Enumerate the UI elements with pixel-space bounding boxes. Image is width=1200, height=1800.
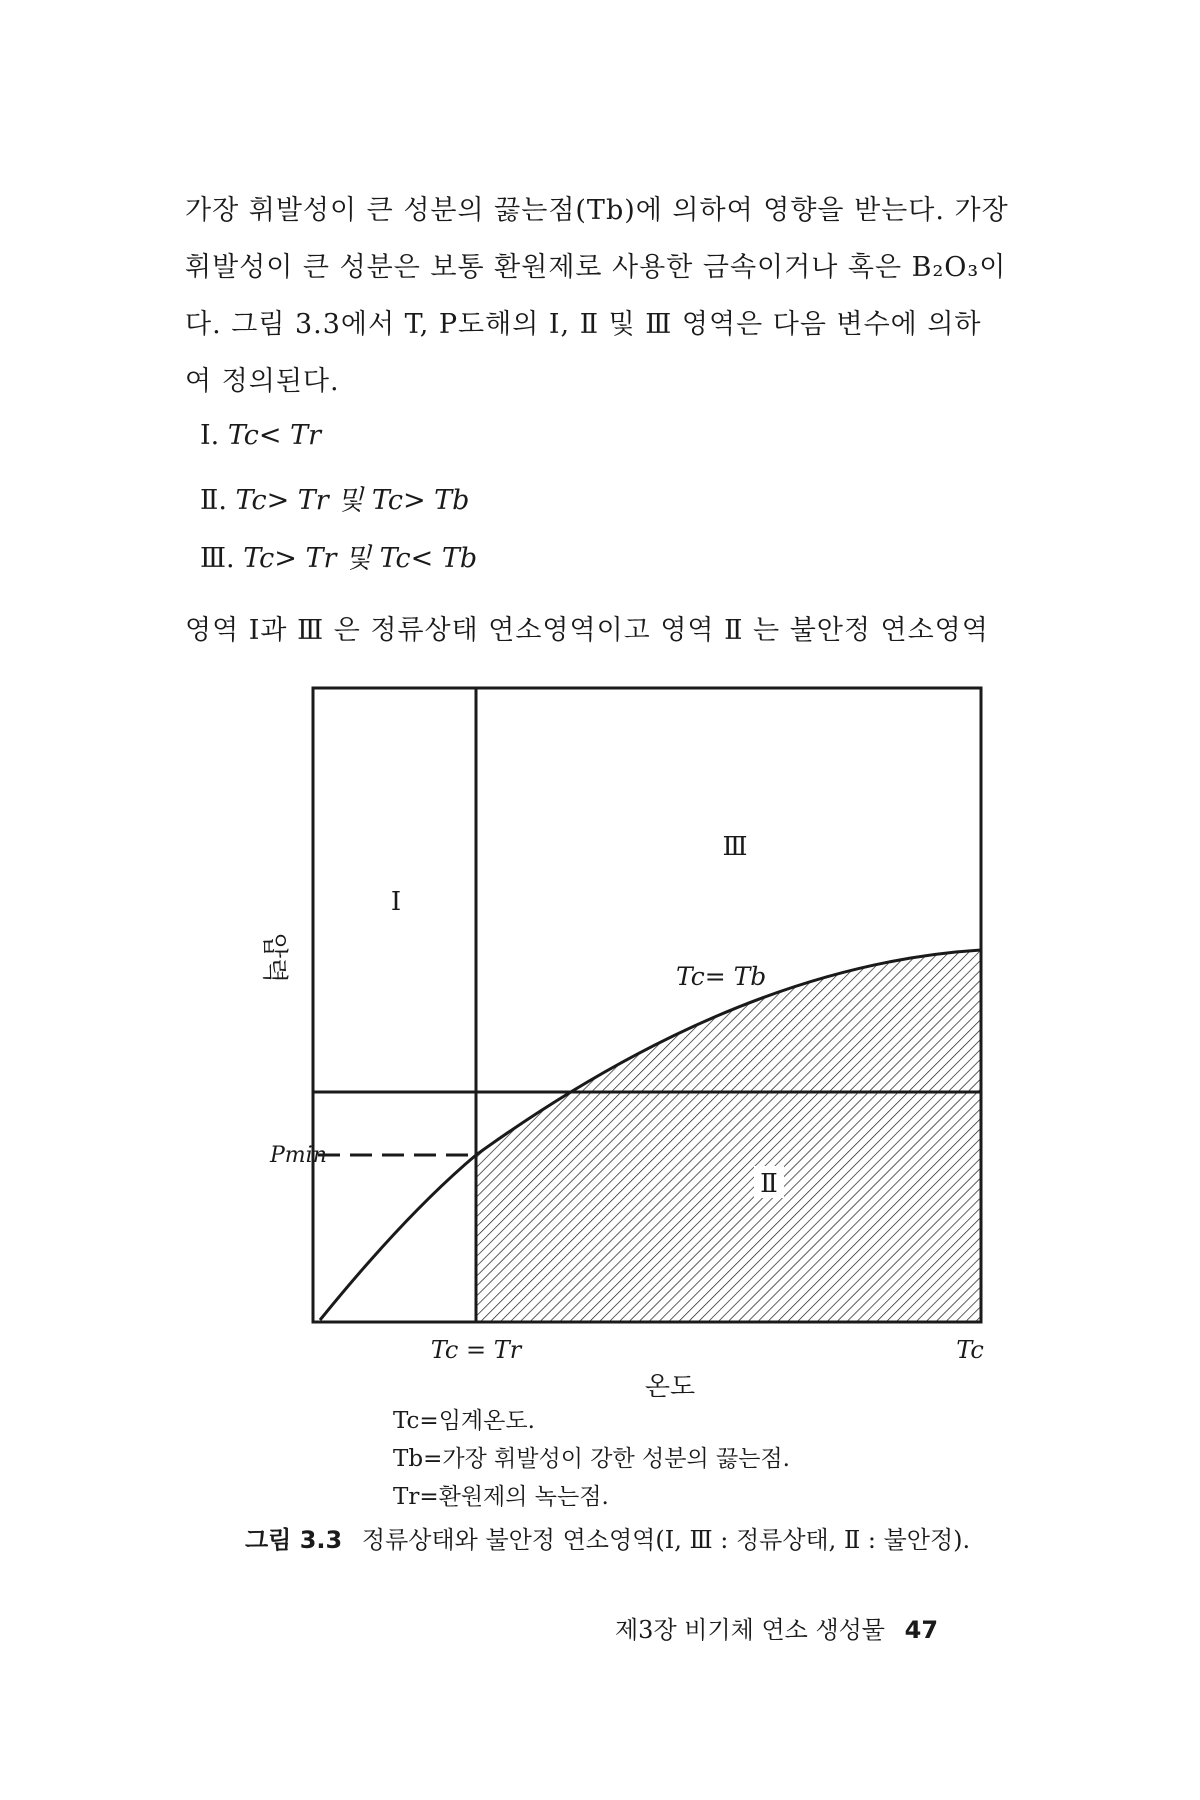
condition-numeral: Ⅰ.	[200, 420, 220, 451]
paragraph-line: 가장 휘발성이 큰 성분의 끓는점(Tb)에 의하여 영향을 받는다. 가장	[185, 195, 1009, 226]
condition-text: Tc< Tr	[227, 420, 321, 451]
region-3-label: Ⅲ	[722, 832, 748, 862]
page-footer	[615, 1610, 938, 1645]
pmin-label: Pmin	[270, 1143, 327, 1168]
x-tick-tc: Tc	[956, 1336, 984, 1364]
caption-text: 정류상태와 불안정 연소영역(Ⅰ, Ⅲ : 정류상태, Ⅱ : 불안정).	[361, 1526, 971, 1554]
chapter-title: 제3장 비기체 연소 생성물	[615, 1616, 885, 1644]
legend-tc: Tc=임계온도.	[393, 1408, 535, 1434]
curve-group	[320, 950, 981, 1322]
legend-tr: Tr=환원제의 녹는점.	[393, 1484, 609, 1510]
condition-numeral: Ⅱ.	[200, 485, 227, 516]
condition-text: Tc> Tr 및 Tc> Tb	[235, 485, 470, 516]
hatched-area	[476, 950, 981, 1322]
paragraph-line: 휘발성이 큰 성분은 보통 환원제로 사용한 금속이거나 혹은 B₂O₃이	[185, 252, 1007, 283]
legend-tb: Tb=가장 휘발성이 강한 성분의 끓는점.	[393, 1446, 790, 1472]
condition-text: Tc> Tr 및 Tc< Tb	[243, 543, 478, 574]
y-axis-label: 압력	[259, 932, 289, 984]
curve-label: Tc= Tb	[676, 962, 767, 991]
figure-caption	[245, 1520, 970, 1555]
paragraph-line: 다. 그림 3.3에서 T, P도해의 Ⅰ, Ⅱ 및 Ⅲ 영역은 다음 변수에 의하	[185, 309, 982, 340]
x-axis-label: 온도	[644, 1372, 696, 1402]
summary-line: 영역 Ⅰ과 Ⅲ 은 정류상태 연소영역이고 영역 Ⅱ 는 불안정 연소영역	[185, 615, 989, 646]
x-tick-tr: Tc = Tr	[430, 1336, 522, 1364]
region-1-label: Ⅰ	[390, 887, 402, 917]
region-2-label: Ⅱ	[760, 1169, 778, 1199]
page-number: 47	[904, 1616, 939, 1644]
paragraph-line: 여 정의된다.	[185, 366, 340, 397]
caption-label: 그림 3.3	[245, 1526, 343, 1554]
condition-numeral: Ⅲ.	[200, 543, 235, 574]
